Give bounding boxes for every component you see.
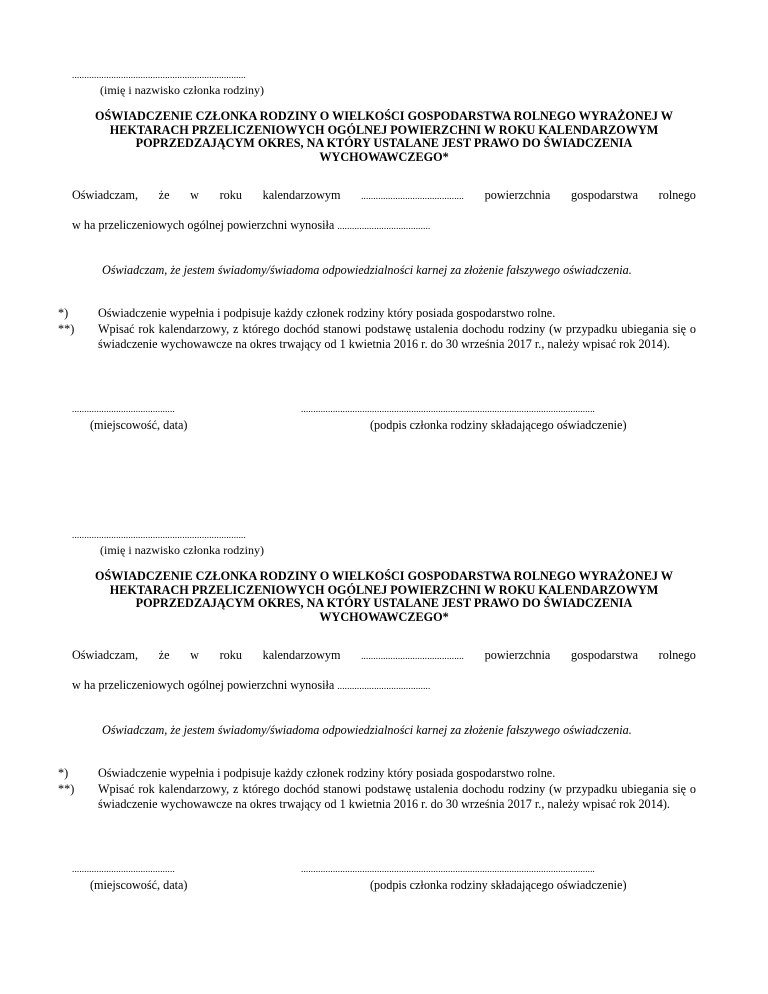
name-caption: (imię i nazwisko członka rodziny) xyxy=(100,83,264,97)
signature-fill-line[interactable]: ........................................................................................................................ xyxy=(301,864,595,874)
signature-fill-line[interactable]: ........................................................................................................................ xyxy=(301,404,595,414)
statement-word: roku xyxy=(219,648,242,662)
statement-line-1 xyxy=(72,188,696,203)
footnote xyxy=(58,306,696,322)
footnote-text: Wpisać rok kalendarzowy, z którego dochód stanowi podstawę ustalenia dochodu rodziny (w przypadku ubiegania się o świadczenie wychowawcze na okres trwający od 1 kwietnia 2016 r. do 30 września 2017 r., należy wpisać rok 2014). xyxy=(98,321,696,351)
signature-caption: (podpis członka rodziny składającego oświadczenie) xyxy=(370,878,627,892)
place-date-caption: (miejscowość, data) xyxy=(90,878,188,892)
statement-word: kalendarzowym xyxy=(262,648,341,662)
footnote xyxy=(58,321,696,353)
statement-word: Oświadczam, xyxy=(72,648,138,662)
year-fill-line[interactable]: .......................................... xyxy=(361,191,465,201)
oath-statement: Oświadczam, że jestem świadomy/świadoma odpowiedzialności karnej za złożenie fałszywego oświadczenia. xyxy=(102,263,632,277)
statement-line-1 xyxy=(72,648,696,663)
signature-caption: (podpis członka rodziny składającego oświadczenie) xyxy=(370,418,627,432)
name-fill-line[interactable]: ....................................................................... xyxy=(72,70,246,80)
statement-text: w ha przeliczeniowych ogólnej powierzchni wynosiła xyxy=(72,678,335,692)
statement-word: powierzchnia xyxy=(484,648,551,662)
footnote-marker: **) xyxy=(58,781,75,796)
statement-word: w xyxy=(190,188,199,202)
statement-word: kalendarzowym xyxy=(262,188,341,202)
statement-line-2 xyxy=(72,218,430,233)
footnote-marker: *) xyxy=(58,766,69,780)
footnote-marker: *) xyxy=(58,306,69,320)
area-fill-line[interactable]: ...................................... xyxy=(337,221,431,231)
statement-word: w xyxy=(190,648,199,662)
year-fill-line[interactable]: .......................................... xyxy=(361,651,465,661)
footnote-text: Wpisać rok kalendarzowy, z którego dochód stanowi podstawę ustalenia dochodu rodziny (w przypadku ubiegania się o świadczenie wychowawcze na okres trwający od 1 kwietnia 2016 r. do 30 września 2017 r., należy wpisać rok 2014). xyxy=(98,781,696,811)
statement-line-2 xyxy=(72,678,430,693)
statement-word: rolnego xyxy=(658,648,696,662)
statement-word: gospodarstwa xyxy=(570,648,639,662)
statement-word: Oświadczam, xyxy=(72,188,138,202)
statement-word: gospodarstwa xyxy=(570,188,639,202)
place-date-caption: (miejscowość, data) xyxy=(90,418,188,432)
footnotes xyxy=(58,306,696,353)
statement-word: że xyxy=(158,188,170,202)
footnotes xyxy=(58,766,696,813)
statement-text: w ha przeliczeniowych ogólnej powierzchni wynosiła xyxy=(72,218,335,232)
name-caption: (imię i nazwisko członka rodziny) xyxy=(100,543,264,557)
statement-word: że xyxy=(158,648,170,662)
footnote-text: Oświadczenie wypełnia i podpisuje każdy członek rodziny który posiada gospodarstwo rolne. xyxy=(98,766,556,780)
form-title: OŚWIADCZENIE CZŁONKA RODZINY O WIELKOŚCI GOSPODARSTWA ROLNEGO WYRAŻONEJ W HEKTARACH PRZELICZENIOWYCH OGÓLNEJ POWIERZCHNI W ROKU KALENDARZOWYM POPRZEDZAJĄCYM OKRES, NA KTÓRY USTALANE JEST PRAWO DO ŚWIADCZENIA WYCHOWAWCZEGO* xyxy=(95,109,673,164)
footnote xyxy=(58,781,696,813)
footnote xyxy=(58,766,696,782)
statement-word: powierzchnia xyxy=(484,188,551,202)
form-title: OŚWIADCZENIE CZŁONKA RODZINY O WIELKOŚCI GOSPODARSTWA ROLNEGO WYRAŻONEJ W HEKTARACH PRZELICZENIOWYCH OGÓLNEJ POWIERZCHNI W ROKU KALENDARZOWYM POPRZEDZAJĄCYM OKRES, NA KTÓRY USTALANE JEST PRAWO DO ŚWIADCZENIA WYCHOWAWCZEGO* xyxy=(95,569,673,624)
place-date-fill-line[interactable]: .......................................... xyxy=(72,404,175,414)
footnote-text: Oświadczenie wypełnia i podpisuje każdy członek rodziny który posiada gospodarstwo rolne. xyxy=(98,306,556,320)
oath-statement: Oświadczam, że jestem świadomy/świadoma odpowiedzialności karnej za złożenie fałszywego oświadczenia. xyxy=(102,723,632,737)
name-fill-line[interactable]: ....................................................................... xyxy=(72,530,246,540)
area-fill-line[interactable]: ...................................... xyxy=(337,681,431,691)
footnote-marker: **) xyxy=(58,321,75,336)
statement-word: rolnego xyxy=(658,188,696,202)
place-date-fill-line[interactable]: .......................................... xyxy=(72,864,175,874)
statement-word: roku xyxy=(219,188,242,202)
